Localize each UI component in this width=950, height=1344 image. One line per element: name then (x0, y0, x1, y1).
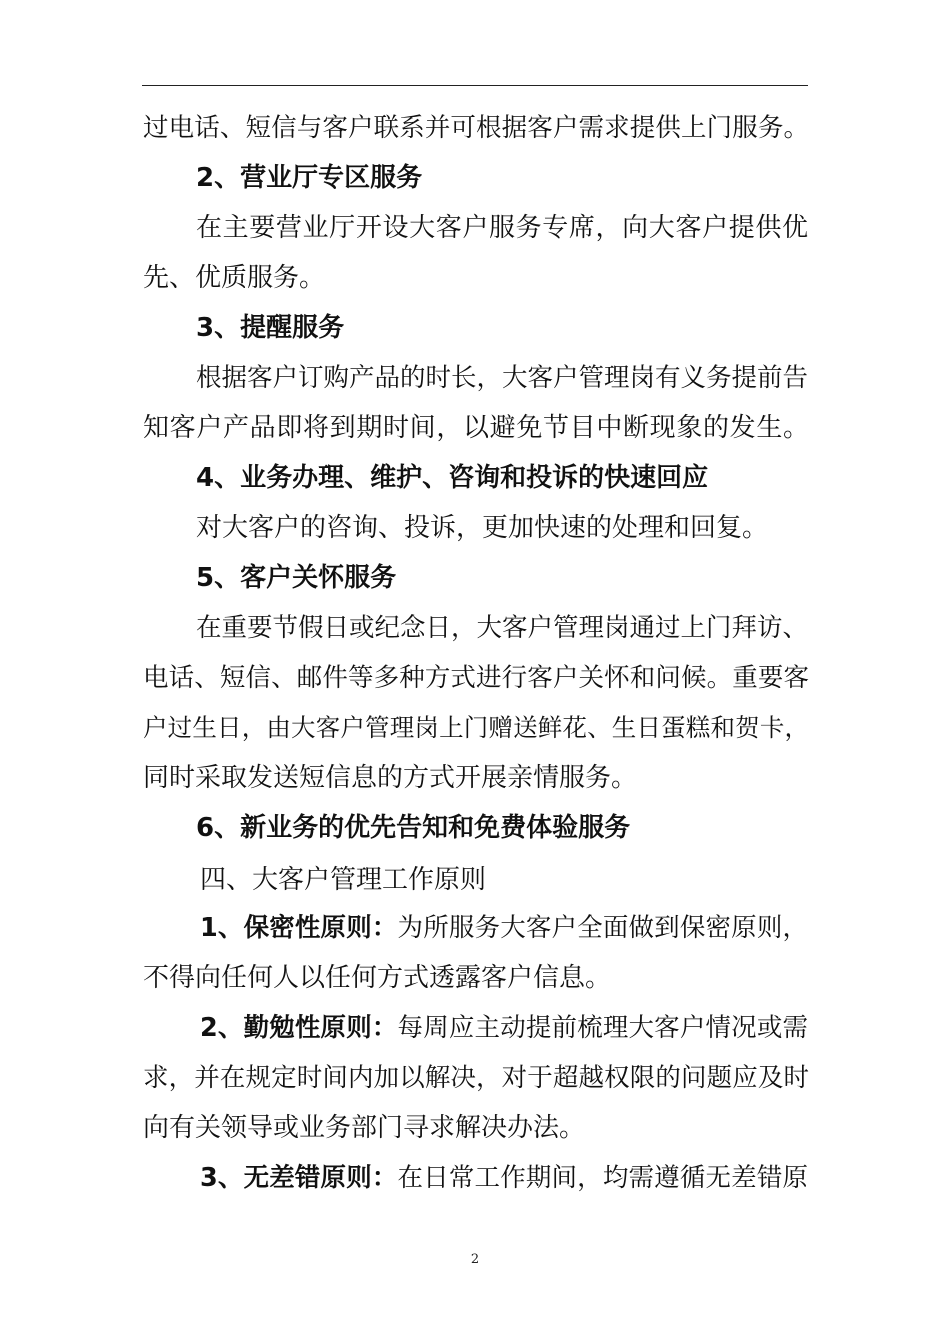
body-line: 向有关领导或业务部门寻求解决办法。 (143, 1113, 586, 1143)
body-line: 同时采取发送短信息的方式开展亲情服务。 (143, 763, 638, 793)
principle-1: 1、保密性原则：为所服务大客户全面做到保密原则， (200, 913, 808, 943)
body-line: 在主要营业厅开设大客户服务专席，向大客户提供优 (196, 213, 808, 243)
principle-2: 2、勤勉性原则：每周应主动提前梳理大客户情况或需 (200, 1013, 808, 1043)
principle-3-title: 3、无差错原则： (200, 1163, 398, 1193)
section-heading: 四、大客户管理工作原则 (200, 865, 487, 895)
principle-1-title: 1、保密性原则： (200, 913, 398, 943)
page-number: 2 (470, 1252, 480, 1267)
body-line: 不得向任何人以任何方式透露客户信息。 (143, 963, 612, 993)
heading-service-4: 4、业务办理、维护、咨询和投诉的快速回应 (196, 463, 709, 493)
heading-service-5: 5、客户关怀服务 (196, 563, 397, 593)
body-line: 求，并在规定时间内加以解决，对于超越权限的问题应及时 (143, 1063, 809, 1093)
body-line: 先、优质服务。 (143, 263, 326, 293)
header-rule (142, 85, 808, 86)
heading-service-2: 2、营业厅专区服务 (196, 163, 423, 193)
body-line: 在重要节假日或纪念日，大客户管理岗通过上门拜访、 (196, 613, 809, 643)
principle-3: 3、无差错原则：在日常工作期间，均需遵循无差错原 (200, 1163, 808, 1193)
body-line: 电话、短信、邮件等多种方式进行客户关怀和问候。重要客 (143, 663, 809, 693)
heading-service-3: 3、提醒服务 (196, 313, 345, 343)
principle-2-title: 2、勤勉性原则： (200, 1013, 398, 1043)
body-line: 过电话、短信与客户联系并可根据客户需求提供上门服务。 (143, 113, 809, 143)
body-line: 根据客户订购产品的时长，大客户管理岗有义务提前告 (196, 363, 809, 393)
body-line: 户过生日，由大客户管理岗上门赠送鲜花、生日蛋糕和贺卡， (143, 713, 809, 742)
body-line: 对大客户的咨询、投诉，更加快速的处理和回复。 (196, 513, 769, 543)
body-line: 知客户产品即将到期时间，以避免节目中断现象的发生。 (143, 413, 809, 443)
heading-service-6: 6、新业务的优先告知和免费体验服务 (196, 813, 631, 843)
